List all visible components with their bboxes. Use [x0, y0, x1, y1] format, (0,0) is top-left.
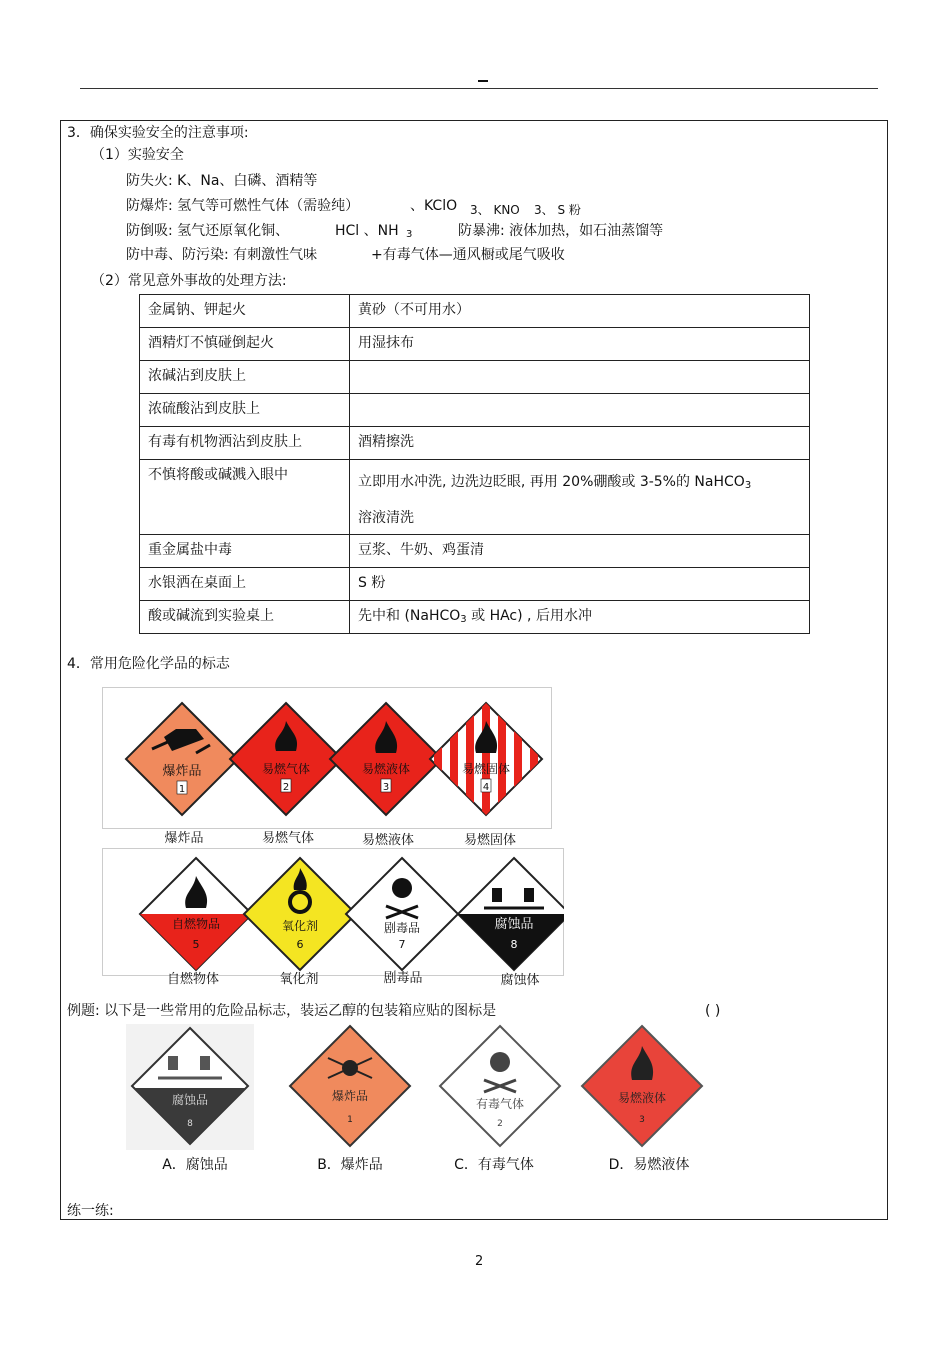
svg-text:7: 7 [398, 938, 406, 951]
table-cell-case: 重金属盐中毒 [140, 535, 350, 568]
sign-caption: 氧化剂 [279, 972, 319, 987]
svg-text:4: 4 [482, 782, 490, 793]
svg-text:3: 3 [382, 782, 390, 793]
table-cell-method [350, 394, 810, 427]
svg-text:2: 2 [282, 782, 290, 793]
explosion-s: 3、 S 粉 [534, 203, 581, 217]
svg-text:1: 1 [347, 1115, 353, 1125]
svg-text:8: 8 [187, 1119, 193, 1129]
svg-text:易燃液体: 易燃液体 [361, 762, 411, 776]
table-cell-method: 先中和 (NaHCO$_3$ 或 HAc) , 后用水冲 [350, 601, 810, 634]
svg-text:8: 8 [510, 938, 518, 951]
table-cell-method: 豆浆、牛奶、鸡蛋清 [350, 535, 810, 568]
table-cell-method: 酒精擦洗 [350, 427, 810, 460]
table-cell-method: S 粉 [350, 568, 810, 601]
fire-prevention: 防失火: K、Na、白磷、酒精等 [126, 173, 318, 189]
bumping-prevention: 防暴沸: 液体加热，如石油蒸馏等 [458, 223, 664, 239]
section3-sub2: （2）常见意外事故的处理方法: [91, 273, 287, 289]
svg-text:易燃液体: 易燃液体 [617, 1091, 667, 1105]
section3-title: 3．确保实验安全的注意事项: [67, 125, 249, 141]
hazard-signs-row2 [102, 848, 564, 976]
table-cell-case: 金属钠、钾起火 [140, 295, 350, 328]
suckback-sub: 3 [406, 229, 413, 240]
option-a-label[interactable]: A．腐蚀品 [162, 1157, 228, 1173]
option-c-label[interactable]: C．有毒气体 [454, 1157, 534, 1173]
example-option-signs [124, 1022, 714, 1150]
table-cell-case: 浓碱沾到皮肤上 [140, 361, 350, 394]
option-d-label[interactable]: D．易燃液体 [608, 1157, 690, 1173]
sign-caption: 自燃物体 [166, 972, 220, 987]
table-cell-case: 有毒有机物洒沾到皮肤上 [140, 427, 350, 460]
table-cell-case: 酸或碱流到实验桌上 [140, 601, 350, 634]
table-cell-method: 用湿抹布 [350, 328, 810, 361]
section4-title: 4．常用危险化学品的标志 [67, 656, 230, 672]
page-number: 2 [475, 1254, 484, 1269]
svg-text:腐蚀品: 腐蚀品 [494, 917, 534, 932]
table-cell-method [350, 361, 810, 394]
svg-text:爆炸品: 爆炸品 [331, 1089, 369, 1103]
table-cell-method: 黄砂（不可用水） [350, 295, 810, 328]
option-c-toxic-gas-sign [440, 1026, 560, 1146]
svg-text:氧化剂: 氧化剂 [281, 919, 319, 933]
table-cell-method: 立即用水冲洗, 边洗边眨眼, 再用 20%硼酸或 3-5%的 NaHCO$_3$ 溶液清洗 [350, 460, 810, 535]
option-b-explosive-sign [290, 1026, 410, 1146]
sign-caption: 易燃固体 [463, 833, 517, 848]
header-dash [478, 80, 488, 82]
section3-sub1: （1）实验安全 [91, 147, 184, 163]
sign-caption: 爆炸品 [164, 831, 204, 846]
suckback-prevention: 防倒吸: 氢气还原氧化铜、 [126, 223, 290, 239]
option-d-flammable-liquid-sign [582, 1026, 702, 1146]
example-stem: 例题: 以下是一些常用的危险品标志，装运乙醇的包装箱应贴的图标是 [67, 1003, 497, 1019]
explosion-kno3: 3、 KNO [470, 203, 520, 217]
sign-caption: 腐蚀体 [500, 973, 540, 988]
practice-label: 练一练: [67, 1203, 114, 1219]
option-a-corrosive-sign [126, 1024, 254, 1150]
table-cell-case: 不慎将酸或碱溅入眼中 [140, 460, 350, 535]
option-b-label[interactable]: B．爆炸品 [317, 1157, 383, 1173]
hazard-signs-row1 [102, 687, 552, 829]
svg-text:1: 1 [178, 784, 186, 795]
svg-text:2: 2 [497, 1119, 503, 1129]
svg-text:易燃气体: 易燃气体 [261, 762, 311, 776]
sign-caption: 易燃气体 [261, 831, 315, 846]
explosion-prevention: 防爆炸: 氢气等可燃性气体（需验纯） [126, 198, 360, 214]
svg-text:剧毒品: 剧毒品 [383, 921, 421, 935]
answer-blank[interactable]: ( ) [705, 1003, 721, 1019]
accident-table [139, 294, 810, 634]
table-cell-case: 水银洒在桌面上 [140, 568, 350, 601]
svg-text:腐蚀品: 腐蚀品 [171, 1093, 209, 1107]
poison-prevention: 防中毒、防污染: 有刺激性气味 [126, 247, 318, 263]
poison-prevention-b: +有毒气体—通风橱或尾气吸收 [371, 247, 565, 263]
svg-text:5: 5 [192, 938, 200, 951]
table-cell-case: 酒精灯不慎碰倒起火 [140, 328, 350, 361]
svg-text:自燃物品: 自燃物品 [171, 917, 221, 931]
svg-text:爆炸品: 爆炸品 [162, 764, 202, 779]
suckback-gases: HCl 、NH [335, 223, 399, 239]
svg-text:易燃固体: 易燃固体 [461, 762, 511, 776]
svg-text:3: 3 [639, 1115, 645, 1125]
sign-caption: 剧毒品 [383, 971, 423, 986]
explosion-kclo3: 、KClO [410, 198, 458, 214]
header-rule [80, 88, 878, 89]
sign-caption: 易燃液体 [361, 833, 415, 848]
svg-text:6: 6 [296, 938, 304, 951]
table-cell-case: 浓硫酸沾到皮肤上 [140, 394, 350, 427]
svg-text:有毒气体: 有毒气体 [475, 1097, 525, 1111]
